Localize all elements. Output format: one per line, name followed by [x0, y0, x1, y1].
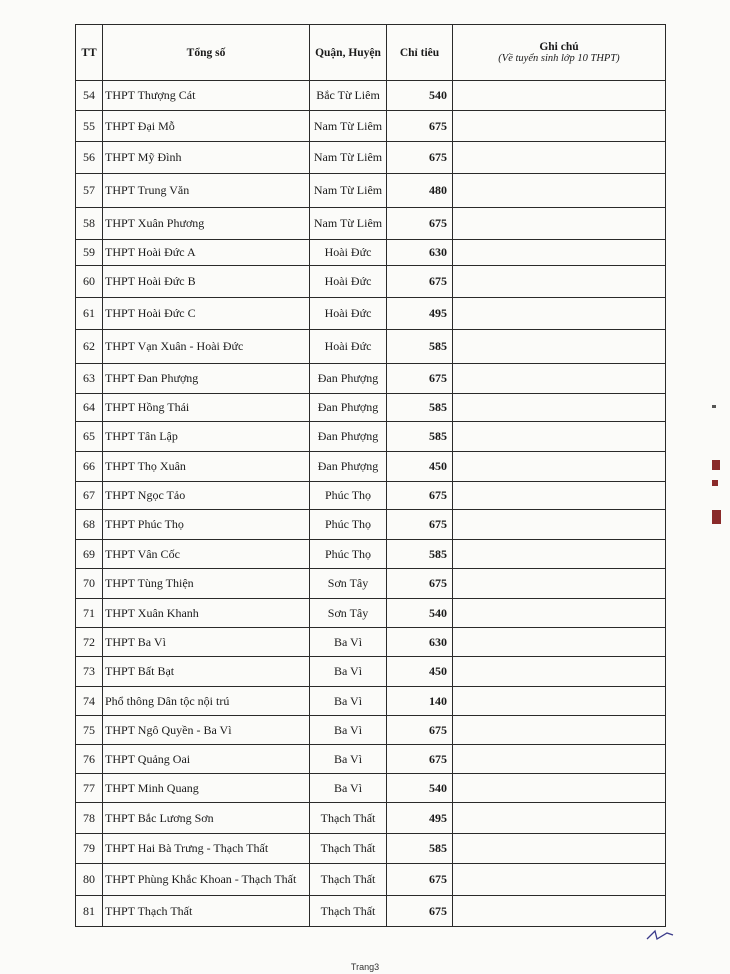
cell-tt: 73 [76, 657, 103, 687]
cell-note [453, 687, 666, 716]
cell-tt: 70 [76, 569, 103, 599]
cell-quota: 675 [387, 142, 453, 174]
cell-school-name: THPT Thạch Thất [103, 896, 310, 927]
page-footer: Trang3 [350, 962, 380, 972]
cell-school-name: THPT Bắc Lương Sơn [103, 803, 310, 834]
cell-note [453, 364, 666, 394]
table-body [76, 81, 666, 927]
cell-district: Nam Từ Liêm [310, 208, 387, 240]
cell-quota: 675 [387, 745, 453, 774]
signature-mark [645, 925, 675, 945]
cell-tt: 72 [76, 628, 103, 657]
cell-tt: 80 [76, 864, 103, 896]
cell-quota: 585 [387, 394, 453, 422]
cell-school-name: THPT Hồng Thái [103, 394, 310, 422]
cell-note [453, 628, 666, 657]
cell-tt: 64 [76, 394, 103, 422]
cell-district: Đan Phượng [310, 394, 387, 422]
cell-tt: 79 [76, 834, 103, 864]
cell-tt: 74 [76, 687, 103, 716]
cell-district: Hoài Đức [310, 240, 387, 266]
cell-tt: 69 [76, 540, 103, 569]
cell-tt: 61 [76, 298, 103, 330]
cell-note [453, 510, 666, 540]
cell-quota: 675 [387, 716, 453, 745]
cell-district: Ba Vì [310, 628, 387, 657]
cell-district: Thạch Thất [310, 834, 387, 864]
table-row [76, 364, 666, 394]
table-row [76, 111, 666, 142]
cell-district: Thạch Thất [310, 803, 387, 834]
cell-school-name: THPT Hai Bà Trưng - Thạch Thất [103, 834, 310, 864]
table-row [76, 422, 666, 452]
cell-note [453, 834, 666, 864]
cell-district: Ba Vì [310, 745, 387, 774]
cell-note [453, 540, 666, 569]
cell-note [453, 111, 666, 142]
cell-school-name: THPT Vạn Xuân - Hoài Đức [103, 330, 310, 364]
cell-note [453, 657, 666, 687]
cell-school-name: THPT Tân Lập [103, 422, 310, 452]
header-note [453, 25, 666, 81]
table-row [76, 510, 666, 540]
cell-note [453, 452, 666, 482]
cell-quota: 140 [387, 687, 453, 716]
cell-quota: 540 [387, 774, 453, 803]
cell-school-name: THPT Ngô Quyền - Ba Vì [103, 716, 310, 745]
cell-quota: 675 [387, 864, 453, 896]
cell-note [453, 266, 666, 298]
cell-tt: 76 [76, 745, 103, 774]
cell-note [453, 208, 666, 240]
cell-quota: 495 [387, 298, 453, 330]
cell-quota: 450 [387, 452, 453, 482]
cell-tt: 78 [76, 803, 103, 834]
cell-quota: 675 [387, 510, 453, 540]
cell-note [453, 394, 666, 422]
cell-note [453, 482, 666, 510]
cell-school-name: THPT Xuân Khanh [103, 599, 310, 628]
cell-district: Ba Vì [310, 716, 387, 745]
table-row [76, 745, 666, 774]
table-row [76, 174, 666, 208]
cell-quota: 585 [387, 330, 453, 364]
header-note-subtitle: (Về tuyển sinh lớp 10 THPT) [498, 53, 620, 64]
cell-district: Nam Từ Liêm [310, 174, 387, 208]
cell-tt: 63 [76, 364, 103, 394]
cell-quota: 585 [387, 540, 453, 569]
table-row [76, 394, 666, 422]
cell-note [453, 774, 666, 803]
cell-quota: 630 [387, 628, 453, 657]
cell-school-name: THPT Vân Cốc [103, 540, 310, 569]
cell-school-name: THPT Hoài Đức C [103, 298, 310, 330]
cell-tt: 60 [76, 266, 103, 298]
cell-tt: 77 [76, 774, 103, 803]
cell-school-name: THPT Minh Quang [103, 774, 310, 803]
cell-district: Thạch Thất [310, 896, 387, 927]
cell-note [453, 716, 666, 745]
table-row [76, 540, 666, 569]
school-quota-table [75, 24, 666, 927]
cell-note [453, 745, 666, 774]
cell-district: Thạch Thất [310, 864, 387, 896]
header-note-title: Ghi chú [539, 41, 579, 53]
cell-quota: 675 [387, 364, 453, 394]
cell-district: Nam Từ Liêm [310, 111, 387, 142]
cell-note [453, 422, 666, 452]
table-row [76, 896, 666, 927]
cell-tt: 55 [76, 111, 103, 142]
table-header [76, 25, 666, 81]
cell-district: Ba Vì [310, 657, 387, 687]
cell-tt: 54 [76, 81, 103, 111]
table-row [76, 142, 666, 174]
table-row [76, 774, 666, 803]
cell-district: Nam Từ Liêm [310, 142, 387, 174]
cell-district: Hoài Đức [310, 266, 387, 298]
cell-tt: 71 [76, 599, 103, 628]
cell-quota: 630 [387, 240, 453, 266]
cell-district: Sơn Tây [310, 599, 387, 628]
cell-school-name: THPT Thượng Cát [103, 81, 310, 111]
cell-school-name: THPT Ngọc Tảo [103, 482, 310, 510]
table-row [76, 716, 666, 745]
cell-school-name: THPT Quảng Oai [103, 745, 310, 774]
table-row [76, 599, 666, 628]
cell-quota: 675 [387, 111, 453, 142]
cell-note [453, 81, 666, 111]
cell-school-name: THPT Đại Mỗ [103, 111, 310, 142]
cell-school-name: THPT Xuân Phương [103, 208, 310, 240]
cell-school-name: THPT Ba Vì [103, 628, 310, 657]
cell-quota: 585 [387, 834, 453, 864]
cell-tt: 67 [76, 482, 103, 510]
header-quota: Chỉ tiêu [387, 25, 453, 81]
table-row [76, 657, 666, 687]
table-row [76, 452, 666, 482]
table-row [76, 834, 666, 864]
cell-district: Bắc Từ Liêm [310, 81, 387, 111]
cell-school-name: THPT Hoài Đức A [103, 240, 310, 266]
cell-district: Phúc Thọ [310, 510, 387, 540]
cell-district: Phúc Thọ [310, 540, 387, 569]
cell-tt: 59 [76, 240, 103, 266]
cell-district: Hoài Đức [310, 298, 387, 330]
cell-school-name: THPT Mỹ Đình [103, 142, 310, 174]
table-row [76, 298, 666, 330]
table-row [76, 864, 666, 896]
cell-school-name: Phổ thông Dân tộc nội trú [103, 687, 310, 716]
cell-school-name: THPT Phùng Khắc Khoan - Thạch Thất [103, 864, 310, 896]
table-row [76, 330, 666, 364]
cell-quota: 585 [387, 422, 453, 452]
cell-tt: 75 [76, 716, 103, 745]
table-row [76, 81, 666, 111]
table-row [76, 208, 666, 240]
cell-district: Đan Phượng [310, 364, 387, 394]
header-name: Tổng số [103, 25, 310, 81]
cell-district: Đan Phượng [310, 422, 387, 452]
cell-quota: 675 [387, 482, 453, 510]
cell-school-name: THPT Hoài Đức B [103, 266, 310, 298]
cell-note [453, 174, 666, 208]
cell-tt: 65 [76, 422, 103, 452]
table-row [76, 803, 666, 834]
table-row [76, 266, 666, 298]
cell-tt: 58 [76, 208, 103, 240]
cell-note [453, 330, 666, 364]
cell-note [453, 896, 666, 927]
cell-school-name: THPT Phúc Thọ [103, 510, 310, 540]
cell-note [453, 240, 666, 266]
header-district: Quận, Huyện [310, 25, 387, 81]
cell-quota: 540 [387, 599, 453, 628]
cell-quota: 495 [387, 803, 453, 834]
table-row [76, 482, 666, 510]
cell-district: Ba Vì [310, 774, 387, 803]
cell-school-name: THPT Trung Văn [103, 174, 310, 208]
table-row [76, 687, 666, 716]
cell-tt: 56 [76, 142, 103, 174]
cell-district: Ba Vì [310, 687, 387, 716]
table-row [76, 569, 666, 599]
cell-note [453, 864, 666, 896]
cell-note [453, 298, 666, 330]
cell-quota: 675 [387, 569, 453, 599]
cell-district: Phúc Thọ [310, 482, 387, 510]
cell-tt: 66 [76, 452, 103, 482]
table-row [76, 628, 666, 657]
cell-school-name: THPT Đan Phượng [103, 364, 310, 394]
cell-tt: 57 [76, 174, 103, 208]
cell-quota: 675 [387, 896, 453, 927]
header-tt: TT [76, 25, 103, 81]
cell-school-name: THPT Bất Bạt [103, 657, 310, 687]
cell-note [453, 569, 666, 599]
cell-quota: 675 [387, 208, 453, 240]
cell-note [453, 599, 666, 628]
cell-quota: 540 [387, 81, 453, 111]
edge-stamp-marks [712, 405, 724, 535]
header-row [76, 25, 666, 81]
cell-tt: 68 [76, 510, 103, 540]
cell-tt: 81 [76, 896, 103, 927]
cell-tt: 62 [76, 330, 103, 364]
cell-district: Đan Phượng [310, 452, 387, 482]
cell-district: Sơn Tây [310, 569, 387, 599]
cell-quota: 450 [387, 657, 453, 687]
cell-school-name: THPT Thọ Xuân [103, 452, 310, 482]
cell-quota: 675 [387, 266, 453, 298]
cell-district: Hoài Đức [310, 330, 387, 364]
cell-note [453, 142, 666, 174]
table-row [76, 240, 666, 266]
cell-quota: 480 [387, 174, 453, 208]
cell-note [453, 803, 666, 834]
cell-school-name: THPT Tùng Thiện [103, 569, 310, 599]
